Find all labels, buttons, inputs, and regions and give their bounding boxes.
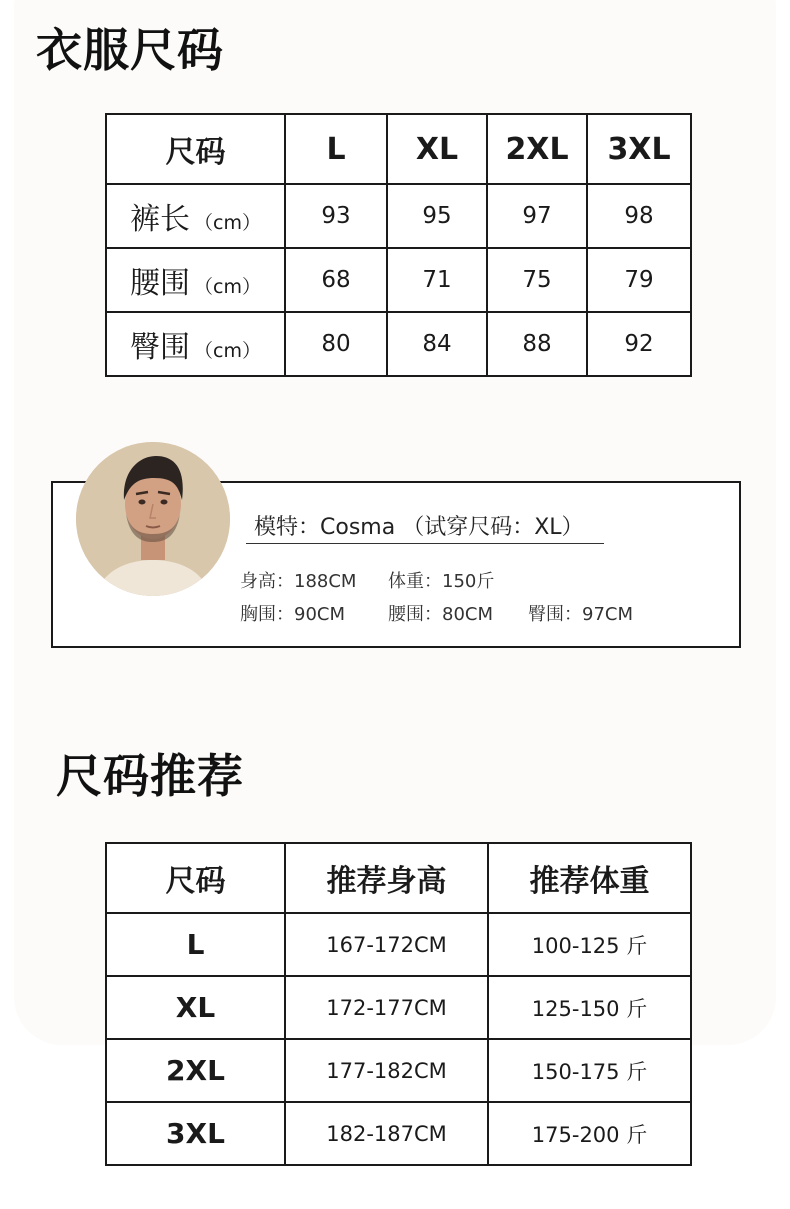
size-chart-title: 衣服尺码 [36,23,224,77]
table-row [106,184,691,248]
table-row [106,1039,691,1102]
model-hip: 臀围：97CM [528,604,634,625]
table-row [106,976,691,1039]
model-title: 模特：Cosma （试穿尺码：XL） [246,510,604,544]
weight-cell: 150-175 斤 [488,1039,691,1102]
size-cell: 2XL [106,1039,285,1102]
table-cell: 97 [487,184,587,248]
model-chest: 胸围：90CM [240,604,346,625]
model-weight: 体重：150斤 [388,571,495,592]
size-cell: XL [106,976,285,1039]
table-cell: 79 [587,248,691,312]
recommendation-title: 尺码推荐 [56,749,244,803]
table-cell: 71 [387,248,487,312]
header-size: XL [387,114,487,184]
table-cell: 95 [387,184,487,248]
height-cell: 172-177CM [285,976,488,1039]
table-row [106,248,691,312]
header-weight: 推荐体重 [488,843,691,913]
table-cell: 88 [487,312,587,376]
table-cell: 92 [587,312,691,376]
weight-cell: 100-125 斤 [488,913,691,976]
height-cell: 177-182CM [285,1039,488,1102]
header-size: L [285,114,387,184]
size-cell: 3XL [106,1102,285,1165]
recommendation-table [105,842,692,1166]
table-cell: 75 [487,248,587,312]
height-cell: 167-172CM [285,913,488,976]
table-cell: 84 [387,312,487,376]
table-cell: 93 [285,184,387,248]
weight-cell: 175-200 斤 [488,1102,691,1165]
height-cell: 182-187CM [285,1102,488,1165]
table-header-row [106,114,691,184]
table-row [106,1102,691,1165]
table-cell: 80 [285,312,387,376]
header-size: 2XL [487,114,587,184]
row-label: 腰围 （cm） [106,248,285,312]
table-row [106,312,691,376]
row-label: 臀围 （cm） [106,312,285,376]
model-waist: 腰围：80CM [388,604,494,625]
model-avatar [76,442,230,596]
header-size-label: 尺码 [106,114,285,184]
model-height: 身高：188CM [240,571,357,592]
table-cell: 98 [587,184,691,248]
header-size: 尺码 [106,843,285,913]
weight-cell: 125-150 斤 [488,976,691,1039]
header-size: 3XL [587,114,691,184]
size-cell: L [106,913,285,976]
header-height: 推荐身高 [285,843,488,913]
row-label: 裤长 （cm） [106,184,285,248]
size-chart-table [105,113,692,377]
table-header-row [106,843,691,913]
table-row [106,913,691,976]
table-cell: 68 [285,248,387,312]
